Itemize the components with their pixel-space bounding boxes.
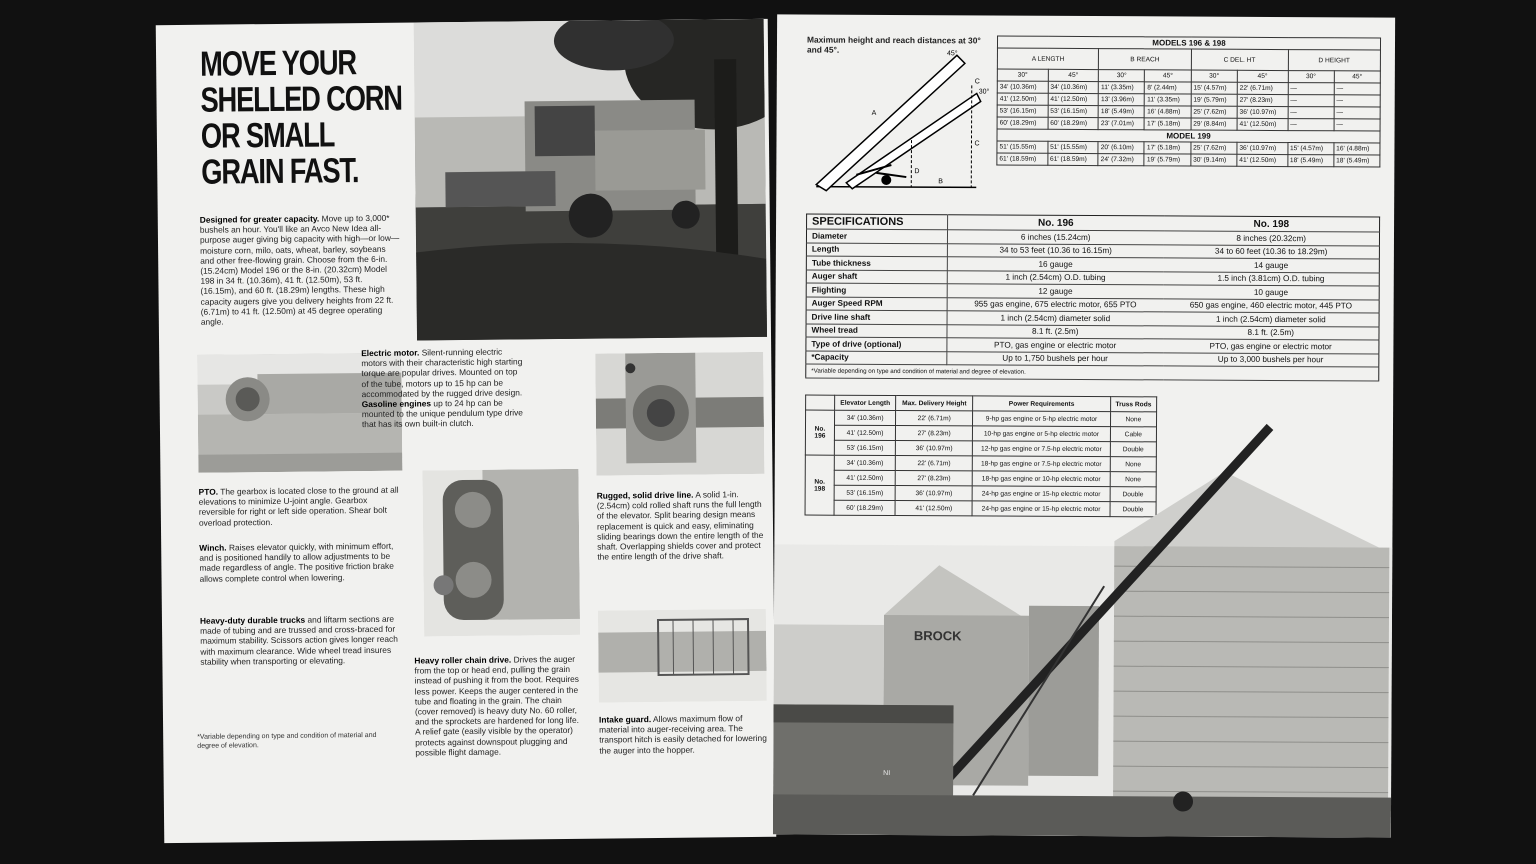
power-cell: Cable bbox=[1110, 427, 1156, 442]
driveline-lead: Rugged, solid drive line. bbox=[596, 489, 694, 501]
model-199-title: MODEL 199 bbox=[997, 129, 1380, 143]
spec-value-198: 1.5 inch (3.81cm) O.D. tubing bbox=[1163, 271, 1379, 286]
models-cell: 61' (18.59m) bbox=[997, 153, 1048, 165]
gasoline-lead: Gasoline engines bbox=[361, 398, 432, 410]
intro-paragraph bbox=[200, 213, 401, 327]
angle-header: 45° bbox=[1145, 70, 1191, 82]
group-delht: C DEL. HT bbox=[1191, 49, 1288, 71]
models-cell: 53' (16.15m) bbox=[1048, 105, 1099, 117]
spec-label: Auger Speed RPM bbox=[806, 297, 947, 311]
power-cell: None bbox=[1110, 472, 1156, 487]
spec-value-198: 1 inch (2.54cm) diameter solid bbox=[1163, 312, 1379, 327]
spec-value-196: 6 inches (15.24cm) bbox=[947, 230, 1163, 245]
intake-body: Allows maximum flow of material into auger-receiving area. The transport hitch is easily detached for lowering the auger into the hopper. bbox=[599, 713, 767, 756]
spec-value-198: 14 gauge bbox=[1163, 258, 1379, 273]
headline-line: SHELLED CORN bbox=[200, 78, 403, 120]
winch-lead: Winch. bbox=[199, 542, 227, 553]
power-cell: 41' (12.50m) bbox=[834, 470, 895, 485]
power-cell: 22' (6.71m) bbox=[895, 456, 972, 471]
pto-lead: PTO. bbox=[198, 486, 219, 497]
models-cell: 11' (3.35m) bbox=[1145, 94, 1191, 106]
angle-header: 30° bbox=[1288, 71, 1334, 83]
group-reach: B REACH bbox=[1099, 49, 1192, 70]
spec-value-196: 12 gauge bbox=[947, 284, 1163, 299]
chain-drive-photo-art bbox=[422, 469, 580, 637]
left-page bbox=[156, 19, 777, 843]
spec-value-196: PTO, gas engine or electric motor bbox=[947, 338, 1163, 353]
models-cell: 23' (7.01m) bbox=[1098, 118, 1144, 130]
spec-value-196: 16 gauge bbox=[947, 257, 1163, 272]
models-cell: 18' (5.49m) bbox=[1098, 106, 1144, 118]
headline-line: GRAIN FAST. bbox=[201, 151, 359, 192]
headline-line: OR SMALL bbox=[200, 115, 335, 156]
power-cell: 24-hp gas engine or 15-hp electric motor bbox=[972, 486, 1110, 502]
power-header: Truss Rods bbox=[1110, 397, 1156, 412]
power-cell: 18-hp gas engine or 10-hp electric motor bbox=[972, 471, 1110, 487]
wagon-logo: NI bbox=[883, 769, 891, 777]
winch-text bbox=[199, 541, 399, 584]
models-cell: 60' (18.29m) bbox=[997, 117, 1048, 129]
models-cell: 24' (7.32m) bbox=[1098, 154, 1144, 166]
headline-line: MOVE YOUR bbox=[199, 43, 357, 84]
models-cell: 41' (12.50m) bbox=[1048, 93, 1099, 105]
angle-header: 30° bbox=[997, 69, 1048, 81]
power-cell: None bbox=[1110, 412, 1156, 427]
diagram-label-a: A bbox=[871, 109, 877, 117]
models-cell: 30' (9.14m) bbox=[1191, 154, 1237, 166]
models-cell: 8' (2.44m) bbox=[1145, 82, 1191, 94]
diagram-label-c1: C bbox=[974, 78, 980, 86]
chain-drive-photo bbox=[422, 469, 580, 637]
angle-header: 45° bbox=[1237, 70, 1288, 82]
drive-line-photo-art bbox=[595, 352, 764, 476]
power-cell: 36' (10.97m) bbox=[896, 441, 973, 456]
power-cell: None bbox=[1110, 457, 1156, 472]
models-cell: 25' (7.62m) bbox=[1191, 106, 1237, 118]
bin-sign: BROCK bbox=[913, 628, 962, 644]
spec-value-196: 8.1 ft. (2.5m) bbox=[947, 324, 1163, 339]
models-cell: 60' (18.29m) bbox=[1048, 117, 1099, 129]
power-cell: 34' (10.36m) bbox=[834, 455, 895, 470]
spec-value-196: 955 gas engine, 675 electric motor, 655 PTO bbox=[947, 297, 1163, 312]
chain-body: Drives the auger from the top or head end, pulling the grain instead of pushing it from the boot. Requires less power. Keeps the auger centered in the tube and floating in the grain. The chain (cover removed) is heavy duty No. 60 roller, and the sprockets are hardened for long life. A relief gate (easily visible by the operator) protects against downspout plugging and possible flight damage. bbox=[414, 653, 580, 758]
group-height: D HEIGHT bbox=[1288, 50, 1381, 71]
power-cell: 22' (6.71m) bbox=[896, 411, 973, 426]
trucks-lead: Heavy-duty durable trucks bbox=[199, 614, 306, 626]
power-model: No. 196 bbox=[805, 410, 834, 455]
angle-header: 30° bbox=[1191, 70, 1237, 82]
power-cell: 10-hp gas engine or 5-hp electric motor bbox=[973, 426, 1111, 442]
power-cell: 34' (10.36m) bbox=[835, 410, 896, 425]
rows-196-198 bbox=[997, 81, 1380, 131]
trucks-text bbox=[200, 614, 401, 667]
spec-label: Drive line shaft bbox=[806, 310, 947, 324]
intake-guard-photo bbox=[598, 609, 767, 703]
electric-motor-text bbox=[361, 346, 527, 429]
power-cell: Double bbox=[1110, 487, 1156, 502]
models-cell: — bbox=[1288, 83, 1334, 95]
models-cell: 11' (3.35m) bbox=[1099, 82, 1145, 94]
models-cell: 18' (5.49m) bbox=[1334, 155, 1380, 167]
spec-value-196: 1 inch (2.54cm) diameter solid bbox=[947, 311, 1163, 326]
specifications-table bbox=[805, 214, 1380, 382]
diagram-label-d: D bbox=[914, 168, 920, 176]
models-cell: 27' (8.23m) bbox=[1237, 94, 1288, 106]
power-cell: 27' (8.23m) bbox=[895, 471, 972, 486]
models-title: MODELS 196 & 198 bbox=[997, 36, 1380, 50]
headline bbox=[199, 43, 403, 192]
grain-bins-photo bbox=[773, 414, 1393, 837]
group-length: A LENGTH bbox=[997, 48, 1098, 70]
models-cell: 18' (5.49m) bbox=[1287, 155, 1333, 167]
models-cell: — bbox=[1334, 107, 1380, 119]
power-header: Power Requirements bbox=[973, 396, 1111, 412]
spec-footnote: *Variable depending on type and condition of material and degree of elevation. bbox=[806, 364, 1379, 381]
models-cell: 13' (3.96m) bbox=[1098, 94, 1144, 106]
spec-label: Type of drive (optional) bbox=[806, 337, 947, 351]
spec-value-198: PTO, gas engine or electric motor bbox=[1163, 339, 1379, 354]
pto-text bbox=[199, 485, 399, 528]
models-table bbox=[996, 36, 1381, 168]
spec-value-196: 1 inch (2.54cm) O.D. tubing bbox=[947, 270, 1163, 285]
power-cell: 36' (10.97m) bbox=[895, 486, 972, 501]
models-cell: 29' (8.84m) bbox=[1191, 118, 1237, 130]
models-cell: — bbox=[1288, 107, 1334, 119]
spec-label: *Capacity bbox=[806, 351, 947, 365]
spec-label: Flighting bbox=[806, 283, 947, 297]
spec-header-label: SPECIFICATIONS bbox=[807, 214, 948, 230]
models-cell: 41' (12.50m) bbox=[1237, 154, 1288, 166]
diagram-label-b: B bbox=[938, 178, 943, 186]
intro-lead: Designed for greater capacity. bbox=[199, 213, 320, 225]
diagram-label-c2: C bbox=[974, 140, 980, 148]
left-footnote: *Variable depending on type and condition of material and degree of elevation. bbox=[197, 731, 377, 750]
diagram-caption: Maximum height and reach distances at 30° and 45°. bbox=[806, 34, 981, 55]
power-cell: 27' (8.23m) bbox=[896, 426, 973, 441]
angle-header: 45° bbox=[1048, 69, 1099, 81]
power-cell: 9-hp gas engine or 5-hp electric motor bbox=[973, 411, 1111, 427]
models-cell: 41' (12.50m) bbox=[997, 93, 1048, 105]
power-cell: Double bbox=[1110, 442, 1156, 457]
chain-drive-text bbox=[414, 654, 583, 758]
power-model: No. 198 bbox=[805, 455, 834, 515]
auger-reach-diagram bbox=[806, 45, 1007, 196]
power-cell: 24-hp gas engine or 15-hp electric motor bbox=[972, 501, 1110, 517]
models-cell: 15' (4.57m) bbox=[1191, 82, 1237, 94]
spec-value-198: Up to 3,000 bushels per hour bbox=[1163, 352, 1379, 367]
models-cell: — bbox=[1288, 95, 1334, 107]
power-cell: 41' (12.50m) bbox=[834, 425, 895, 440]
models-cell: — bbox=[1334, 95, 1380, 107]
electric-body: Silent-running electric motors with their characteristic high starting torque are popular drives. Mounted on top of the tube, motors up to 15 hp can be accommodated by the rugged drive design. bbox=[361, 346, 523, 399]
angle-header: 45° bbox=[1334, 71, 1380, 83]
spec-header-196: No. 196 bbox=[948, 215, 1164, 231]
models-cell: 41' (12.50m) bbox=[1237, 118, 1288, 130]
right-page bbox=[773, 14, 1395, 837]
power-cell: 53' (16.15m) bbox=[834, 440, 895, 455]
spec-header-198: No. 198 bbox=[1164, 216, 1380, 232]
intro-body: Move up to 3,000* bushels an hour. You'll like an Avco New Idea all-purpose auger giving big capacity with high—or low—moisture corn, milo, oats, wheat, barley, soybeans and other free-flowing grain. Choose from the 6-in. (15.24cm) Model 196 or the 8-in. (20.32cm) Model 198 in 34 ft. (10.36m), 41 ft. (12.50m), 53 ft. (16.15m), and 60 ft. (18.29m) lengths. These high capacity augers give you delivery heights from 22 ft. (6.71m) to 41 ft. (12.50m) at 45 degree operating angle. bbox=[199, 212, 400, 327]
intake-guard-text bbox=[599, 713, 767, 756]
models-cell: — bbox=[1334, 119, 1380, 131]
power-header: Elevator Length bbox=[835, 395, 896, 410]
power-cell: 18-hp gas engine or 7.5-hp electric motor bbox=[973, 456, 1111, 472]
power-cell: 60' (18.29m) bbox=[834, 500, 895, 515]
power-cell: 41' (12.50m) bbox=[895, 501, 972, 516]
power-header: Max. Delivery Height bbox=[896, 396, 973, 411]
combine-photo bbox=[414, 19, 767, 341]
spec-value-198: 8.1 ft. (2.5m) bbox=[1163, 325, 1379, 340]
winch-body: Raises elevator quickly, with minimum effort, and is positioned handily to allow adjustments to be made regardless of angle. The positive friction brake allows complete control when lowering. bbox=[199, 540, 394, 584]
models-cell: 15' (4.57m) bbox=[1287, 143, 1333, 155]
spec-label: Diameter bbox=[806, 229, 947, 243]
models-cell: — bbox=[1334, 83, 1380, 95]
models-cell: 16' (4.88m) bbox=[1145, 106, 1191, 118]
models-cell: 20' (6.10m) bbox=[1098, 142, 1144, 154]
models-cell: 34' (10.36m) bbox=[997, 81, 1048, 93]
models-cell: 36' (10.97m) bbox=[1237, 106, 1288, 118]
models-cell: — bbox=[1288, 119, 1334, 131]
models-cell: 25' (7.62m) bbox=[1191, 142, 1237, 154]
spec-value-196: 34 to 53 feet (10.36 to 16.15m) bbox=[947, 243, 1163, 258]
spec-label: Wheel tread bbox=[806, 324, 947, 338]
models-row bbox=[997, 153, 1380, 167]
power-cell: Double bbox=[1110, 502, 1156, 517]
models-cell: 34' (10.36m) bbox=[1048, 81, 1099, 93]
models-cell: 17' (5.18m) bbox=[1144, 142, 1190, 154]
spec-value-196: Up to 1,750 bushels per hour bbox=[947, 351, 1163, 366]
models-cell: 51' (15.55m) bbox=[1048, 141, 1099, 153]
drive-line-text bbox=[597, 489, 766, 562]
combine-photo-art bbox=[414, 19, 767, 341]
power-cell: 53' (16.15m) bbox=[834, 485, 895, 500]
models-cell: 36' (10.97m) bbox=[1237, 142, 1288, 154]
angle-header: 30° bbox=[1099, 70, 1145, 82]
spec-label: Auger shaft bbox=[806, 270, 947, 284]
spec-label: Length bbox=[806, 243, 947, 257]
spec-label: Tube thickness bbox=[806, 256, 947, 270]
electric-lead: Electric motor. bbox=[361, 347, 420, 359]
chain-lead: Heavy roller chain drive. bbox=[414, 654, 512, 666]
trucks-body: and liftarm sections are made of tubing and are trussed and cross-braced for maximum stability. Scissors action gives longer reach with maximum clearance. Wide wheel tread insures stability when transporting or elevating. bbox=[200, 613, 398, 667]
models-cell: 53' (16.15m) bbox=[997, 105, 1048, 117]
intake-lead: Intake guard. bbox=[598, 714, 652, 725]
models-cell: 22' (6.71m) bbox=[1237, 82, 1288, 94]
power-header bbox=[806, 395, 835, 410]
models-cell: 16' (4.88m) bbox=[1334, 143, 1380, 155]
grain-bins-photo-art bbox=[773, 414, 1393, 837]
models-cell: 17' (5.18m) bbox=[1145, 118, 1191, 130]
gasoline-body: up to 24 hp can be mounted to the unique pendulum type drive that has its own built-in clutch. bbox=[361, 397, 523, 430]
spec-value-198: 8 inches (20.32cm) bbox=[1163, 231, 1379, 246]
models-cell: 19' (5.79m) bbox=[1191, 94, 1237, 106]
power-cell: 12-hp gas engine or 7.5-hp electric motor bbox=[973, 441, 1111, 457]
rows-199 bbox=[997, 141, 1380, 167]
models-cell: 19' (5.79m) bbox=[1144, 154, 1190, 166]
spec-value-198: 10 gauge bbox=[1163, 285, 1379, 300]
intake-guard-photo-art bbox=[598, 609, 767, 703]
models-cell: 51' (15.55m) bbox=[997, 141, 1048, 153]
drive-line-photo bbox=[595, 352, 764, 476]
spec-value-198: 650 gas engine, 460 electric motor, 445 PTO bbox=[1163, 298, 1379, 313]
spec-value-198: 34 to 60 feet (10.36 to 18.29m) bbox=[1163, 244, 1379, 259]
pto-body: The gearbox is located close to the ground at all elevations to minimize U-joint angle. Gearbox reversible for right or left side operation. Shear bolt overload protection. bbox=[198, 484, 399, 528]
diagram-label-30: 30° bbox=[978, 88, 990, 96]
driveline-body: A solid 1-in. (2.54cm) cold rolled shaft runs the full length of the elevator. Split bearing design means replacement is quick and easy, eliminating sliding bearings down the entire length of the shaft. Overlapping shields cover and protect the entire length of the drive shaft. bbox=[596, 489, 764, 562]
diagram-label-45: 45° bbox=[946, 50, 958, 58]
models-cell: 61' (18.59m) bbox=[1048, 153, 1099, 165]
